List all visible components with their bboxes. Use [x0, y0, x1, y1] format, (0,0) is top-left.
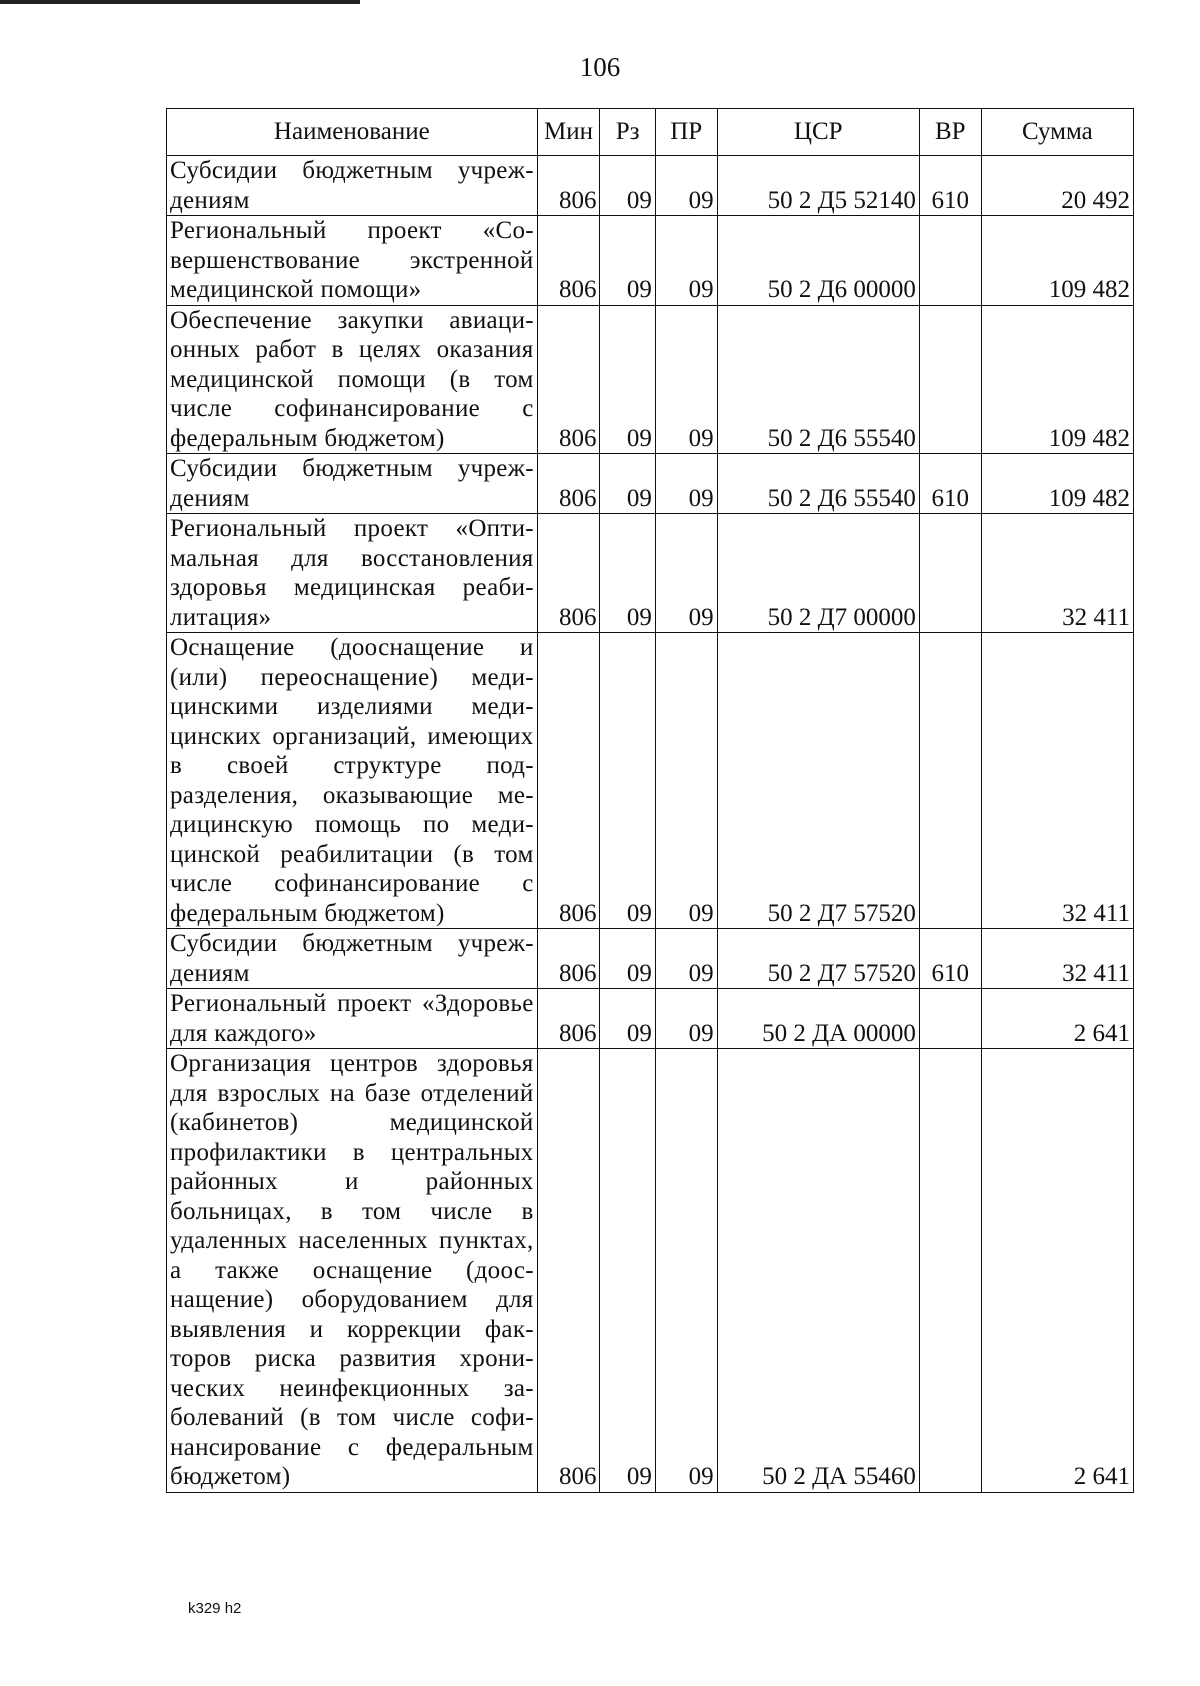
row-min: 806	[537, 156, 600, 216]
row-csr: 50 2 Д7 00000	[717, 514, 919, 633]
row-min: 806	[537, 305, 600, 454]
table-row	[167, 305, 1134, 454]
table-row	[167, 1049, 1134, 1493]
row-name: Региональный проект «Совершенствование экстренной медицинской помощи»	[167, 216, 538, 306]
table-row	[167, 514, 1134, 633]
table-row	[167, 929, 1134, 989]
row-rz: 09	[600, 514, 655, 633]
row-min: 806	[537, 216, 600, 306]
row-min: 806	[537, 454, 600, 514]
row-name: Региональный проект «Здоровье для каждого»	[167, 989, 538, 1049]
row-pr: 09	[655, 514, 717, 633]
row-pr: 09	[655, 633, 717, 929]
row-pr: 09	[655, 989, 717, 1049]
row-min: 806	[537, 1049, 600, 1493]
row-vr	[919, 216, 981, 306]
table-row	[167, 156, 1134, 216]
header-row	[167, 109, 1134, 156]
row-csr: 50 2 Д7 57520	[717, 633, 919, 929]
table-row	[167, 989, 1134, 1049]
row-sum: 32 411	[981, 514, 1133, 633]
row-vr	[919, 989, 981, 1049]
row-csr: 50 2 ДА 55460	[717, 1049, 919, 1493]
row-sum: 109 482	[981, 216, 1133, 306]
row-pr: 09	[655, 454, 717, 514]
row-vr: 610	[919, 929, 981, 989]
row-name: Оснащение (дооснащение и (или) переоснащение) медицинскими изделиями медицинских организаций, имеющих в своей структуре подразделения, оказывающие медицинскую помощь по медицинской реабилитации (в том числе софинансирование с федеральным бюджетом)	[167, 633, 538, 929]
header-pr: ПР	[655, 109, 717, 156]
row-pr: 09	[655, 305, 717, 454]
row-sum: 109 482	[981, 305, 1133, 454]
row-min: 806	[537, 929, 600, 989]
row-rz: 09	[600, 929, 655, 989]
row-name: Субсидии бюджетным учреждениям	[167, 454, 538, 514]
row-sum: 109 482	[981, 454, 1133, 514]
row-rz: 09	[600, 156, 655, 216]
row-name: Субсидии бюджетным учреждениям	[167, 929, 538, 989]
budget-table	[166, 108, 1134, 1493]
row-vr	[919, 1049, 981, 1493]
row-min: 806	[537, 514, 600, 633]
header-min: Мин	[537, 109, 600, 156]
row-min: 806	[537, 989, 600, 1049]
row-name: Субсидии бюджетным учреждениям	[167, 156, 538, 216]
row-name: Обеспечение закупки авиационных работ в целях оказания медицинской помощи (в том числе софинансирование с федеральным бюджетом)	[167, 305, 538, 454]
row-pr: 09	[655, 156, 717, 216]
row-csr: 50 2 Д5 52140	[717, 156, 919, 216]
row-sum: 2 641	[981, 989, 1133, 1049]
header-name: Наименование	[167, 109, 538, 156]
row-rz: 09	[600, 1049, 655, 1493]
row-rz: 09	[600, 305, 655, 454]
row-csr: 50 2 Д6 55540	[717, 305, 919, 454]
row-name: Региональный проект «Оптимальная для восстановления здоровья медицинская реабилитация»	[167, 514, 538, 633]
row-rz: 09	[600, 454, 655, 514]
row-rz: 09	[600, 989, 655, 1049]
row-sum: 2 641	[981, 1049, 1133, 1493]
header-vr: ВР	[919, 109, 981, 156]
row-csr: 50 2 Д6 00000	[717, 216, 919, 306]
header-rz: Рз	[600, 109, 655, 156]
row-pr: 09	[655, 1049, 717, 1493]
row-vr	[919, 633, 981, 929]
top-rule	[0, 0, 360, 4]
table-row	[167, 633, 1134, 929]
row-min: 806	[537, 633, 600, 929]
footer-code: k329 h2	[188, 1600, 242, 1617]
row-csr: 50 2 Д6 55540	[717, 454, 919, 514]
row-vr: 610	[919, 454, 981, 514]
row-sum: 32 411	[981, 633, 1133, 929]
row-pr: 09	[655, 929, 717, 989]
row-csr: 50 2 Д7 57520	[717, 929, 919, 989]
row-name: Организация центров здоровья для взрослых на базе отделений (кабинетов) медицинской профилактики в центральных районных и районных больницах, в том числе в удаленных населенных пунктах, а также оснащение (дооснащение) оборудованием для выявления и коррекции факторов риска развития хронических неинфекционных заболеваний (в том числе софинансирование с федеральным бюджетом)	[167, 1049, 538, 1493]
row-rz: 09	[600, 633, 655, 929]
table-row	[167, 454, 1134, 514]
row-sum: 20 492	[981, 156, 1133, 216]
table-row	[167, 216, 1134, 306]
header-csr: ЦСР	[717, 109, 919, 156]
row-pr: 09	[655, 216, 717, 306]
row-csr: 50 2 ДА 00000	[717, 989, 919, 1049]
page-number: 106	[579, 52, 621, 82]
header-sum: Сумма	[981, 109, 1133, 156]
row-vr	[919, 514, 981, 633]
row-vr: 610	[919, 156, 981, 216]
row-sum: 32 411	[981, 929, 1133, 989]
row-vr	[919, 305, 981, 454]
row-rz: 09	[600, 216, 655, 306]
